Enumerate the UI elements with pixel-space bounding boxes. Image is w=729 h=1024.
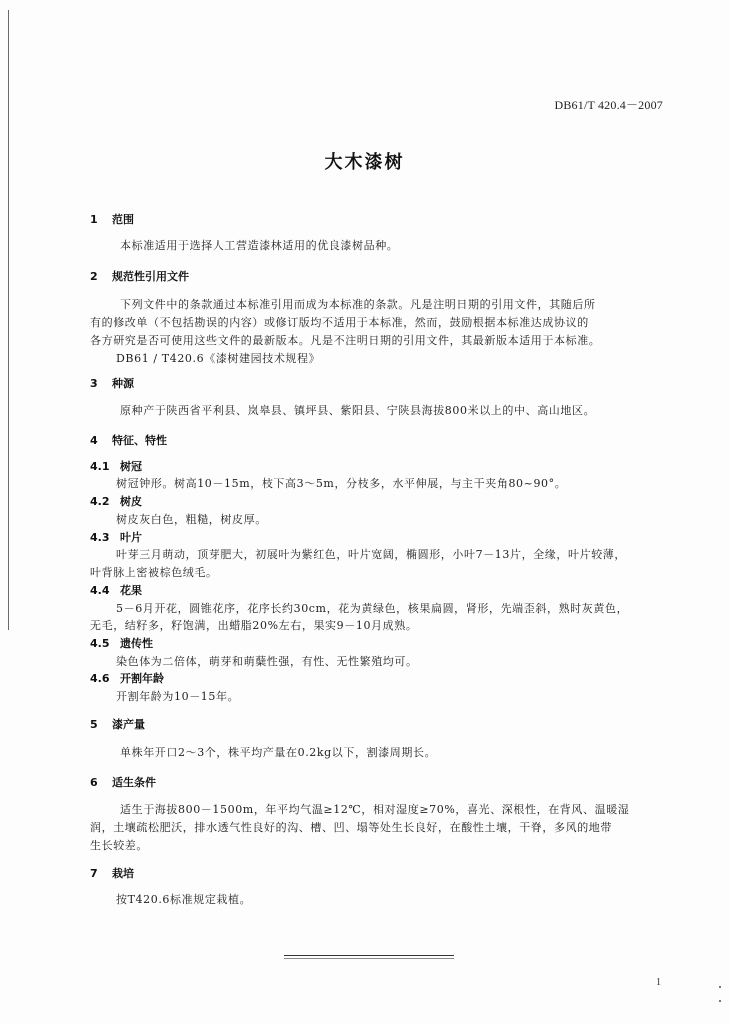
paragraph-line: 下列文件中的条款通过本标准引用而成为本标准的条款。凡是注明日期的引用文件，其随后所 (120, 298, 596, 311)
subsection-title: 遗传性 (120, 637, 153, 650)
paragraph-line: 开割年龄为10－15年。 (116, 690, 240, 703)
end-rule (284, 955, 454, 956)
section-number: 2 (90, 270, 98, 283)
paragraph-line: 原种产于陕西省平利县、岚皋县、镇坪县、紫阳县、宁陕县海拔800米以上的中、高山地区。 (120, 404, 596, 417)
subsection-title: 树皮 (120, 495, 142, 508)
section-6-heading (90, 774, 156, 790)
section-2-heading (90, 268, 189, 284)
section-number: 5 (90, 718, 98, 731)
paragraph-line: 润，土壤疏松肥沃，排水透气性良好的沟、槽、凹、塌等处生长良好，在酸性土壤，干脊，多风的地带 (90, 821, 612, 834)
section-title: 特征、特性 (112, 434, 167, 447)
subsection-number: 4.5 (90, 637, 110, 650)
binding-line (8, 10, 9, 630)
section-1-heading (90, 211, 134, 227)
paragraph-line: 树冠钟形。树高10－15m，枝下高3～5m，分枝多，水平伸展，与主干夹角80~90°。 (116, 477, 567, 490)
section-number: 3 (90, 377, 98, 390)
section-7-heading (90, 865, 134, 881)
document-title: 大木漆树 (324, 152, 405, 173)
subsection-number: 4.3 (90, 531, 110, 544)
standard-code: DB61/T 420.4－2007 (554, 98, 663, 112)
subsection-number: 4.6 (90, 672, 110, 685)
paragraph-line: 适生于海拔800－1500m，年平均气温≥12℃，相对湿度≥70%，喜光、深根性，在背风、温暖湿 (120, 803, 630, 816)
page-number: 1 (656, 977, 661, 988)
paragraph-line: 无毛，结籽多，籽饱满，出蜡脂20%左右，果实9－10月成熟。 (90, 619, 418, 632)
subsection-4-3-heading (90, 529, 142, 545)
paragraph-line: 5－6月开花，圆锥花序，花序长约30cm，花为黄绿色，核果扁圆，肾形，先端歪斜，熟时灰黄色， (116, 602, 629, 615)
paragraph-line: 生长较差。 (90, 839, 148, 852)
paragraph-line: 叶背脉上密被棕色绒毛。 (90, 566, 218, 579)
end-rule-shadow (284, 958, 454, 959)
scan-artifact (719, 986, 721, 988)
subsection-number: 4.1 (90, 460, 110, 473)
paragraph-line: 单株年开口2～3个，株平均产量在0.2kg以下，割漆周期长。 (120, 746, 437, 759)
section-title: 种源 (112, 377, 134, 390)
section-title: 漆产量 (112, 718, 145, 731)
subsection-title: 开割年龄 (120, 672, 164, 685)
subsection-number: 4.2 (90, 495, 110, 508)
paragraph-line: 各方研究是否可使用这些文件的最新版本。凡是不注明日期的引用文件，其最新版本适用于本标准。 (90, 334, 601, 347)
section-title: 适生条件 (112, 776, 156, 789)
section-3-heading (90, 375, 134, 391)
paragraph-line: 染色体为二倍体，萌芽和萌蘖性强，有性、无性繁殖均可。 (116, 655, 418, 668)
reference-document: DB61 / T420.6《漆树建园技术规程》 (116, 352, 321, 365)
subsection-4-4-heading (90, 582, 142, 598)
subsection-number: 4.4 (90, 584, 110, 597)
section-title: 范围 (112, 213, 134, 226)
section-5-heading (90, 716, 145, 732)
subsection-4-5-heading (90, 635, 153, 651)
subsection-4-2-heading (90, 493, 142, 509)
paragraph-line: 有的修改单（不包括勘误的内容）或修订版均不适用于本标准，然而，鼓励根据本标准达成协议的 (90, 316, 589, 329)
paragraph-line: 按T420.6标准规定栽植。 (116, 893, 252, 906)
subsection-4-6-heading (90, 670, 164, 686)
paragraph-line: 叶芽三月萌动，顶芽肥大，初展叶为紫红色，叶片宽阔，椭圆形，小叶7－13片，全缘，叶片较薄， (116, 548, 626, 561)
subsection-title: 树冠 (120, 460, 142, 473)
section-title: 栽培 (112, 867, 134, 880)
paragraph-line: 树皮灰白色，粗糙，树皮厚。 (116, 513, 267, 526)
subsection-4-1-heading (90, 458, 142, 474)
section-4-heading (90, 432, 167, 448)
section-title: 规范性引用文件 (112, 270, 189, 283)
subsection-title: 花果 (120, 584, 142, 597)
section-number: 4 (90, 434, 98, 447)
section-number: 7 (90, 867, 98, 880)
section-number: 1 (90, 213, 98, 226)
section-number: 6 (90, 776, 98, 789)
scan-artifact (719, 1000, 721, 1002)
subsection-title: 叶片 (120, 531, 142, 544)
paragraph-line: 本标准适用于选择人工营造漆林适用的优良漆树品种。 (120, 239, 399, 252)
